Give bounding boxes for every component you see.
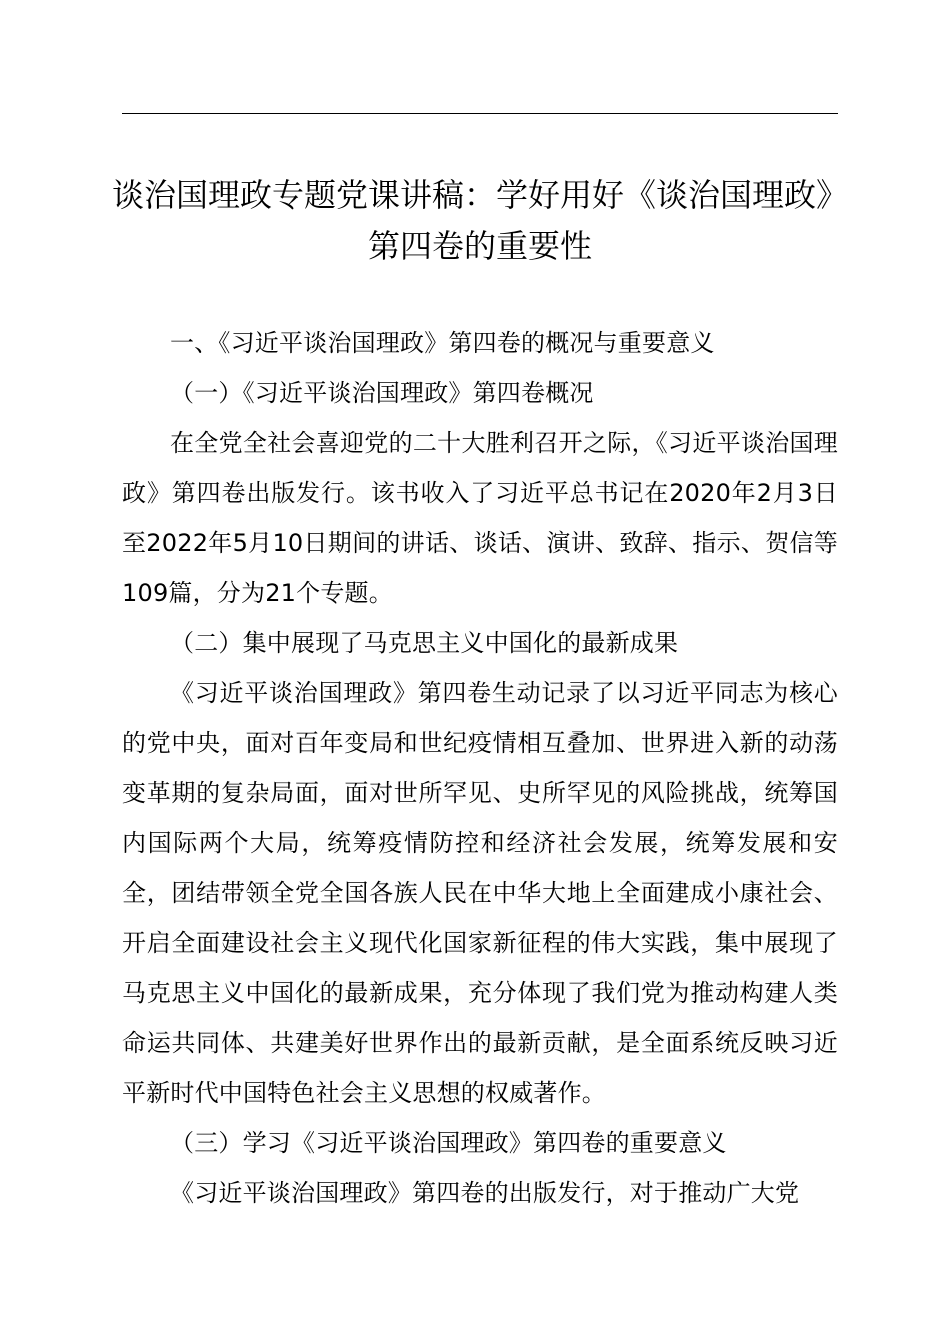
header-rule [122, 113, 838, 114]
document-body [122, 318, 838, 1218]
subsection-heading-1: （一）《习近平谈治国理政》第四卷概况 [170, 379, 594, 407]
subsection-heading-3: （三）学习《习近平谈治国理政》第四卷的重要意义 [170, 1129, 727, 1157]
body-paragraph-3: 《习近平谈治国理政》第四卷的出版发行，对于推动广大党 [170, 1179, 800, 1207]
body-paragraph-2: 《习近平谈治国理政》第四卷生动记录了以习近平同志为核心的党中央，面对百年变局和世纪疫情相互叠加、世界进入新的动荡变革期的复杂局面，面对世所罕见、史所罕见的风险挑战，统筹国内国际两个大局，统筹疫情防控和经济社会发展，统筹发展和安全，团结带领全党全国各族人民在中华大地上全面建成小康社会、开启全面建设社会主义现代化国家新征程的伟大实践，集中展现了马克思主义中国化的最新成果，充分体现了我们党为推动构建人类命运共同体、共建美好世界作出的最新贡献，是全面系统反映习近平新时代中国特色社会主义思想的权威著作。 [122, 679, 838, 1107]
body-paragraph-1: 在全党全社会喜迎党的二十大胜利召开之际，《习近平谈治国理政》第四卷出版发行。该书收入了习近平总书记在2020年2月3日至2022年5月10日期间的讲话、谈话、演讲、致辞、指示、贺信等109篇，分为21个专题。 [122, 429, 838, 607]
document-title: 谈治国理政专题党课讲稿：学好用好《谈治国理政》第四卷的重要性 [111, 176, 848, 265]
subsection-heading-2: （二）集中展现了马克思主义中国化的最新成果 [170, 629, 679, 657]
section-heading-1: 一、《习近平谈治国理政》第四卷的概况与重要意义 [170, 329, 715, 357]
